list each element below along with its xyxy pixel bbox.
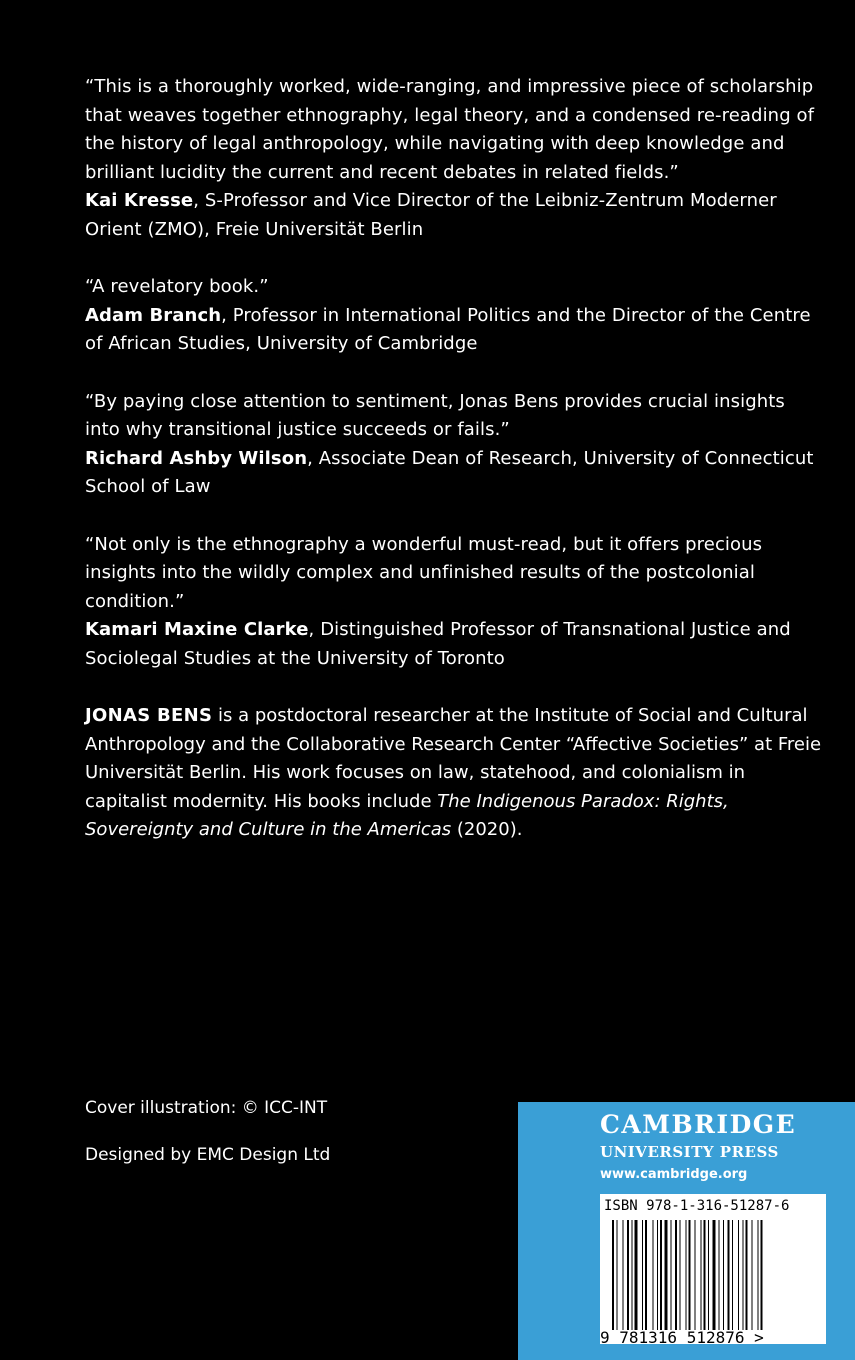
endorsement-4 [85,531,825,674]
cover-illustration-credit: Cover illustration: © ICC-INT [85,1098,328,1118]
publisher-press: UNIVERSITY PRESS [600,1143,779,1161]
endorser-name: Richard Ashby Wilson [85,447,308,469]
author-name: JONAS BENS [85,705,213,726]
endorser-name: Kai Kresse [85,190,194,211]
endorsement-attribution [85,616,825,673]
barcode-digits: 9 781316 512876 > [600,1328,764,1347]
endorsement-3 [85,388,825,502]
endorser-affiliation: , Associate Dean of Research, University of Connecticut School of Law [85,447,814,497]
barcode-icon [612,1220,812,1330]
endorsement-quote: “By paying close attention to sentiment, Jonas Bens provides crucial insights into why transitional justice succeeds or fails.” [85,390,785,440]
barcode-bar [695,1220,696,1330]
endorsement-quote: “Not only is the ethnography a wonderful must-read, but it offers precious insights into the wildly complex and unfinished results of the postcolonial condition.” [85,533,763,612]
endorsement-attribution [85,187,825,244]
endorsement-1 [85,73,825,244]
isbn-label: ISBN 978-1-316-51287-6 [604,1198,790,1214]
barcode-bar [671,1220,672,1330]
barcode-bar [689,1220,691,1330]
bio-body: is a postdoctoral researcher at the Institute of Social and Cultural Anthropology and the Collaborative Research Center “Affective Societies” at Freie Universität Berlin. His work focuses on law, statehood, and colonialism in capitalist modernity. His books include [85,705,822,812]
barcode-bar [701,1220,702,1330]
barcode-bar [660,1220,662,1330]
author-bio-text [85,702,825,845]
barcode-bar [686,1220,687,1330]
barcode-bar [645,1220,647,1330]
publisher-logo-text: CAMBRIDGE [600,1110,797,1139]
barcode-bar [635,1220,638,1330]
barcode-bar [732,1220,733,1330]
endorser-affiliation: , S-Professor and Vice Director of the Leibniz-Zentrum Moderner Orient (ZMO), Freie Universität Berlin [85,190,777,240]
endorsement-attribution [85,445,825,502]
endorser-affiliation: , Distinguished Professor of Transnational Justice and Sociolegal Studies at the University of Toronto [85,619,791,669]
barcode-bar [642,1220,643,1330]
barcode-bar [632,1220,633,1330]
barcode-bar [752,1220,753,1330]
credits [85,1098,330,1192]
barcode-bar [743,1220,744,1330]
barcode-area [600,1194,826,1347]
barcode-bar [623,1220,624,1330]
publisher-url: www.cambridge.org [600,1167,748,1182]
barcode-bar [612,1220,614,1330]
author-bio [85,702,825,845]
barcode-bar [657,1220,658,1330]
barcode-bar [719,1220,720,1330]
barcode-bar [728,1220,730,1330]
barcode-bar [761,1220,763,1330]
barcode-bar [738,1220,739,1330]
barcode-bar [680,1220,681,1330]
barcode-bar [665,1220,668,1330]
barcode-bar [704,1220,706,1330]
endorser-affiliation: , Professor in International Politics and the Director of the Centre of African Studies, University of Cambridge [85,304,811,354]
design-credit: Designed by EMC Design Ltd [85,1145,331,1165]
barcode-bar [708,1220,709,1330]
barcode-bar [713,1220,716,1330]
endorser-name: Adam Branch [85,304,222,326]
barcode-bar [758,1220,759,1330]
book-year: (2020). [451,819,523,840]
book-title: The Indigenous Paradox: Rights, Sovereignty and Culture in the Americas [85,790,729,840]
endorser-name: Kamari Maxine Clarke [85,619,309,640]
barcode-bar [653,1220,654,1330]
endorsement-attribution [85,302,825,359]
endorsement-quote: “This is a thoroughly worked, wide-ranging, and impressive piece of scholarship that weaves together ethnography, legal theory, and a condensed re-reading of the history of legal anthropology, while navigating with deep knowledge and brilliant lucidity the current and recent debates in related fields.” [85,76,815,183]
barcode-bar [746,1220,748,1330]
barcode-bar [627,1220,629,1330]
barcode-bar [617,1220,618,1330]
publisher-box [518,1102,855,1360]
endorsement-2 [85,273,825,359]
back-cover-text [85,73,825,845]
endorsement-quote: “A revelatory book.” [85,276,269,297]
barcode-bar [675,1220,677,1330]
barcode-bar [723,1220,724,1330]
